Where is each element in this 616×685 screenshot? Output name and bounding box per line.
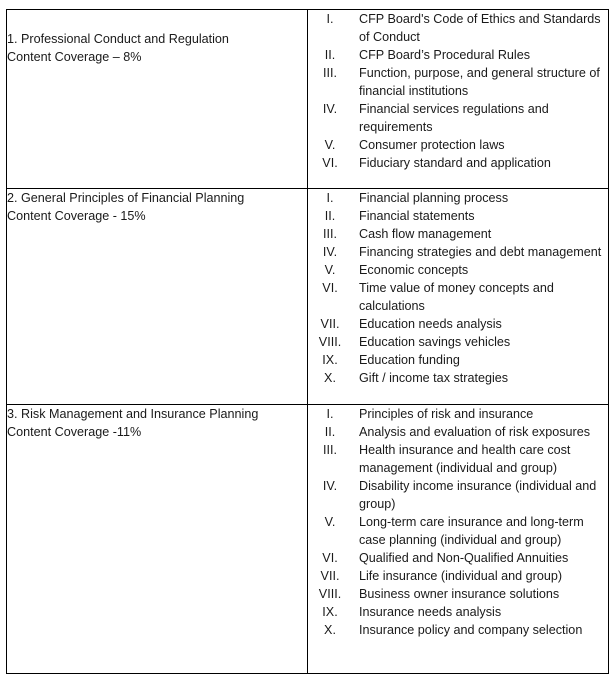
topic-item — [308, 423, 608, 441]
topic-item — [308, 207, 608, 225]
roman-numeral: IV. — [322, 479, 338, 493]
topic-text: Cash flow management — [359, 227, 492, 241]
topic-item — [308, 477, 608, 513]
section-coverage: Content Coverage - 15% — [7, 209, 146, 223]
section-title: 3. Risk Management and Insurance Planning — [7, 407, 259, 421]
roman-numeral: VIII. — [318, 335, 342, 349]
topic-item — [308, 513, 608, 549]
topic-text: Qualified and Non-Qualified Annuities — [359, 551, 569, 565]
topic-item — [308, 10, 608, 46]
topic-text: Disability income insurance (individual and group) — [359, 479, 597, 511]
topic-item — [308, 279, 608, 315]
section-items-cell — [308, 10, 609, 189]
roman-numeral: III. — [323, 66, 337, 80]
topic-item — [308, 189, 608, 207]
section-row — [7, 10, 609, 189]
roman-numeral: IV. — [322, 102, 338, 116]
roman-numeral: VII. — [320, 569, 340, 583]
section-heading-cell — [7, 405, 308, 674]
topic-item — [308, 46, 608, 64]
topic-item — [308, 405, 608, 423]
topic-text: Insurance needs analysis — [359, 605, 502, 619]
topic-list — [308, 405, 608, 639]
topic-text: Education needs analysis — [359, 317, 502, 331]
roman-numeral: II. — [324, 425, 336, 439]
topic-item — [308, 225, 608, 243]
roman-numeral: VI. — [322, 281, 338, 295]
roman-numeral: VII. — [320, 317, 340, 331]
topic-text: Education funding — [359, 353, 460, 367]
topic-item — [308, 154, 608, 172]
topic-text: Consumer protection laws — [359, 138, 505, 152]
topic-item — [308, 441, 608, 477]
topic-text: Financing strategies and debt management — [359, 245, 602, 259]
roman-numeral: VIII. — [318, 587, 342, 601]
section-heading — [7, 405, 307, 441]
topic-list — [308, 10, 608, 172]
section-coverage: Content Coverage – 8% — [7, 50, 142, 64]
topic-text: Financial services regulations and requirements — [359, 102, 549, 134]
topic-item — [308, 369, 608, 387]
topic-item — [308, 351, 608, 369]
topic-text: Financial statements — [359, 209, 475, 223]
roman-numeral: VI. — [322, 551, 338, 565]
topic-text: Life insurance (individual and group) — [359, 569, 563, 583]
topic-text: Economic concepts — [359, 263, 469, 277]
roman-numeral: X. — [324, 371, 336, 385]
roman-numeral: V. — [324, 515, 336, 529]
topic-text: Principles of risk and insurance — [359, 407, 534, 421]
roman-numeral: X. — [324, 623, 336, 637]
topic-item — [308, 603, 608, 621]
topic-item — [308, 333, 608, 351]
topic-text: Health insurance and health care cost management (individual and group) — [359, 443, 571, 475]
section-items-cell — [308, 189, 609, 405]
section-row — [7, 189, 609, 405]
topic-text: Long-term care insurance and long-term case planning (individual and group) — [359, 515, 584, 547]
roman-numeral: IX. — [322, 605, 338, 619]
topic-text: Business owner insurance solutions — [359, 587, 560, 601]
topic-item — [308, 621, 608, 639]
section-items-cell — [308, 405, 609, 674]
roman-numeral: II. — [324, 209, 336, 223]
topic-item — [308, 100, 608, 136]
roman-numeral: VI. — [322, 156, 338, 170]
topic-item — [308, 549, 608, 567]
topic-item — [308, 585, 608, 603]
section-row — [7, 405, 609, 674]
section-heading — [7, 189, 307, 225]
roman-numeral: III. — [323, 227, 337, 241]
content-outline-table — [6, 9, 609, 674]
topic-text: CFP Board’s Procedural Rules — [359, 48, 531, 62]
roman-numeral: I. — [326, 407, 334, 421]
section-title: 1. Professional Conduct and Regulation — [7, 32, 229, 46]
roman-numeral: V. — [324, 138, 336, 152]
topic-item — [308, 243, 608, 261]
section-heading-cell — [7, 189, 308, 405]
topic-item — [308, 567, 608, 585]
topic-item — [308, 64, 608, 100]
topic-item — [308, 261, 608, 279]
roman-numeral: II. — [324, 48, 336, 62]
topic-text: CFP Board's Code of Ethics and Standards of Conduct — [359, 12, 601, 44]
topic-text: Financial planning process — [359, 191, 509, 205]
topic-text: Function, purpose, and general structure of financial institutions — [359, 66, 600, 98]
topic-text: Time value of money concepts and calculations — [359, 281, 554, 313]
topic-item — [308, 136, 608, 154]
roman-numeral: IV. — [322, 245, 338, 259]
section-title: 2. General Principles of Financial Planning — [7, 191, 245, 205]
topic-list — [308, 189, 608, 387]
topic-text: Fiduciary standard and application — [359, 156, 551, 170]
roman-numeral: V. — [324, 263, 336, 277]
roman-numeral: III. — [323, 443, 337, 457]
topic-text: Gift / income tax strategies — [359, 371, 509, 385]
topic-text: Education savings vehicles — [359, 335, 511, 349]
section-coverage: Content Coverage -11% — [7, 425, 142, 439]
topic-item — [308, 315, 608, 333]
section-heading-cell — [7, 10, 308, 189]
section-heading — [7, 10, 307, 66]
topic-text: Analysis and evaluation of risk exposures — [359, 425, 591, 439]
roman-numeral: I. — [326, 191, 334, 205]
roman-numeral: I. — [326, 12, 334, 26]
topic-text: Insurance policy and company selection — [359, 623, 583, 637]
roman-numeral: IX. — [322, 353, 338, 367]
